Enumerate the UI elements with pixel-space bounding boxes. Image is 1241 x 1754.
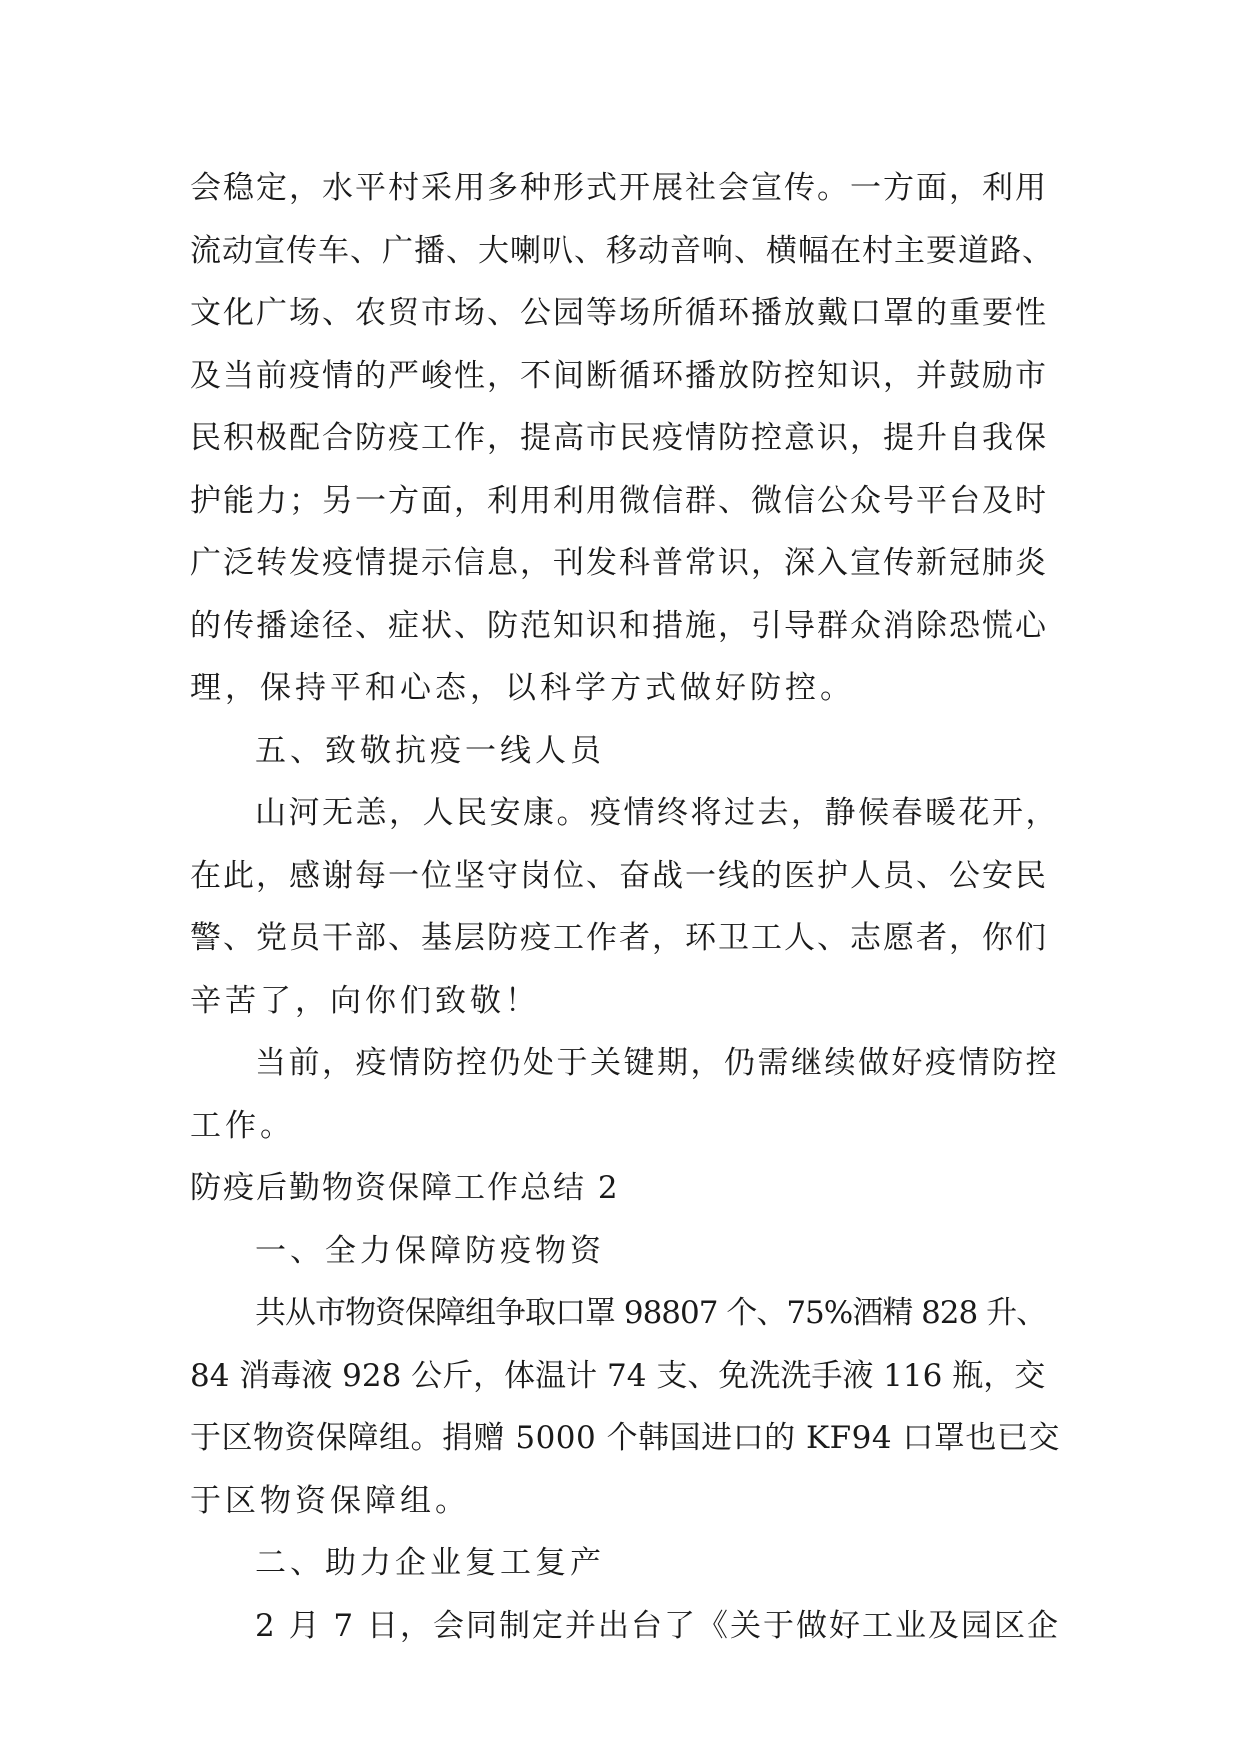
section-heading: 二、助力企业复工复产 [255, 1545, 605, 1581]
paragraph-line: 会稳定，水平村采用多种形式开展社会宣传。一方面，利用 [190, 170, 1048, 206]
paragraph-line: 文化广场、农贸市场、公园等场所循环播放戴口罩的重要性 [190, 295, 1048, 331]
paragraph-line: 流动宣传车、广播、大喇叭、移动音响、横幅在村主要道路、 [190, 233, 1054, 269]
section-heading: 五、致敬抗疫一线人员 [255, 733, 605, 769]
paragraph-line: 的传播途径、症状、防范知识和措施，引导群众消除恐慌心 [190, 608, 1048, 644]
section-heading: 一、全力保障防疫物资 [255, 1233, 605, 1269]
paragraph-line: 广泛转发疫情提示信息，刊发科普常识，深入宣传新冠肺炎 [190, 545, 1048, 581]
paragraph-line: 山河无恙，人民安康。疫情终将过去，静候春暖花开， [255, 795, 1059, 831]
paragraph-line: 84 消毒液 928 公斤，体温计 74 支、免洗洗手液 116 瓶，交 [190, 1358, 1046, 1394]
paragraph-line: 民积极配合防疫工作，提高市民疫情防控意识，提升自我保 [190, 420, 1048, 456]
document-title: 防疫后勤物资保障工作总结 2 [190, 1170, 620, 1206]
paragraph-line: 于区物资保障组。捐赠 5000 个韩国进口的 KF94 口罩也已交 [190, 1420, 1060, 1456]
paragraph-line: 及当前疫情的严峻性，不间断循环播放防控知识，并鼓励市 [190, 358, 1048, 394]
paragraph-line: 工作。 [190, 1108, 295, 1144]
paragraph-line: 于区物资保障组。 [190, 1483, 470, 1519]
paragraph-line: 2 月 7 日，会同制定并出台了《关于做好工业及园区企 [255, 1608, 1061, 1644]
paragraph-line: 共从市物资保障组争取口罩 98807 个、75%酒精 828 升、 [255, 1295, 1047, 1331]
paragraph-line: 辛苦了，向你们致敬！ [190, 983, 540, 1019]
paragraph-line: 警、党员干部、基层防疫工作者，环卫工人、志愿者，你们 [190, 920, 1048, 956]
paragraph-line: 当前，疫情防控仍处于关键期，仍需继续做好疫情防控 [255, 1045, 1059, 1081]
paragraph-line: 在此，感谢每一位坚守岗位、奋战一线的医护人员、公安民 [190, 858, 1048, 894]
paragraph-line: 护能力；另一方面，利用利用微信群、微信公众号平台及时 [190, 483, 1048, 519]
paragraph-line: 理，保持平和心态，以科学方式做好防控。 [190, 670, 855, 706]
